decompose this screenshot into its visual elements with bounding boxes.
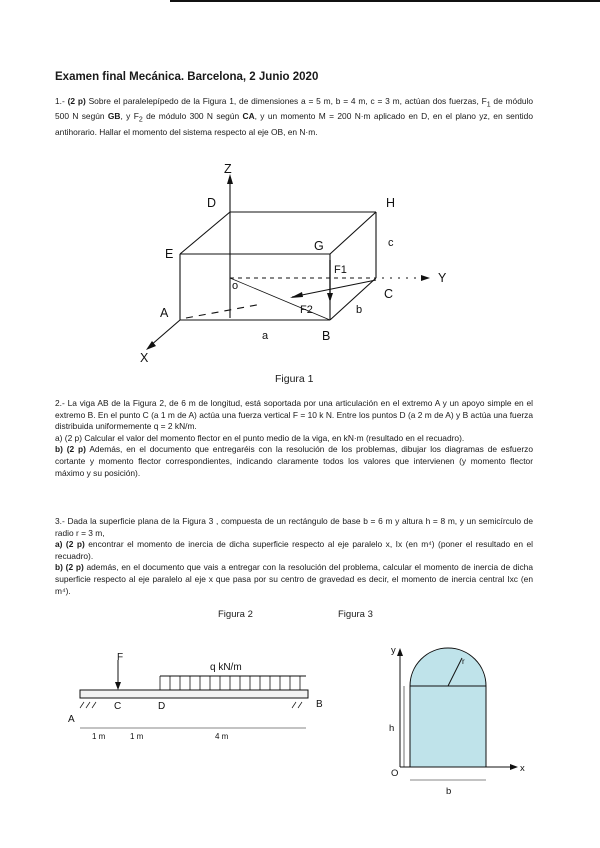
- q1-text-c: , y F: [120, 111, 139, 122]
- figure-2-caption: Figura 2: [218, 609, 253, 620]
- q2-a-label: a) (2 p): [55, 432, 82, 443]
- q1-number: 1.-: [55, 96, 65, 106]
- fig2-label-q: q kN/m: [210, 662, 242, 673]
- fig3-label-y: y: [391, 645, 396, 656]
- figure-3-caption: Figura 3: [338, 609, 373, 620]
- q1-text-b: de módulo 500 N según: [55, 96, 534, 122]
- q2-b-label: b) (2 p): [55, 444, 86, 455]
- figure-3-composite-area: [380, 640, 540, 800]
- fig2-label-a: A: [68, 714, 75, 725]
- fig1-label-z: Z: [224, 162, 232, 176]
- figure-1-caption: Figura 1: [275, 373, 314, 385]
- fig1-label-a-dim: a: [262, 330, 269, 342]
- fig1-label-f2: F2: [300, 304, 313, 316]
- fig1-label-h: H: [386, 196, 396, 210]
- fig3-label-o: O: [391, 768, 399, 779]
- fig3-shape: [410, 648, 486, 767]
- q1-ca: CA: [242, 111, 255, 122]
- fig3-label-h: h: [389, 723, 395, 734]
- fig2-label-d: D: [158, 701, 166, 712]
- q1-text-e: , y un momento M = 200 N·m aplicado en D, en el plano yz, en sentido antihorario. Hallar el momento del sistema respecto al eje OB, en N·m.: [55, 111, 533, 137]
- q1-text-a: Sobre el paralelepípedo de la Figura 1, de dimensiones a = 5 m, b = 4 m, c = 3 m, actúan dos fuerzas, F: [88, 96, 487, 106]
- fig1-label-c-dim: c: [388, 237, 394, 249]
- fig2-dim-1: 1 m: [92, 732, 106, 741]
- q1-gb: GB: [107, 111, 121, 122]
- fig2-label-f: F: [117, 652, 124, 663]
- question-1: [55, 96, 533, 138]
- q2-a-text: Calcular el valor del momento flector en el punto medio de la viga, en kN·m (resultado en el recuadro).: [82, 432, 465, 443]
- q3-number: 3.-: [55, 516, 65, 526]
- q3-text: Dada la superficie plana de la Figura 3 , compuesta de un rectángulo de base b = 6 m y altura h = 8 m, y un semicírculo de radio r = 3 m,: [55, 516, 533, 538]
- fig1-label-e: E: [165, 247, 174, 261]
- exam-title: Examen final Mecánica. Barcelona, 2 Junio 2020: [55, 71, 319, 83]
- fig1-label-f1: F1: [334, 264, 347, 276]
- q2-number: 2.-: [55, 398, 65, 408]
- fig1-label-g: G: [314, 239, 324, 253]
- q2-text: La viga AB de la Figura 2, de 6 m de longitud, está soportada por una articulación en el extremo A y un apoyo simple en el extremo B. En el punto C (a 1 m de A) actúa una fuerza vertical F = 10 k N. Entre los puntos D (a 2 m de A) y B actúa una fuerza distribuida uniformemente q = 2 kN/m.: [55, 398, 534, 432]
- page-top-border: [170, 0, 600, 2]
- q1-points: (2 p): [67, 96, 86, 106]
- fig1-label-d: D: [207, 196, 217, 210]
- q1-sub-1: 1: [486, 101, 491, 109]
- question-3: [55, 516, 533, 597]
- q1-sub-2: 2: [138, 116, 143, 124]
- fig2-dim-3: 4 m: [215, 732, 229, 741]
- fig3-label-r: r: [462, 657, 465, 666]
- figure-2-beam: [60, 645, 330, 755]
- q3-b-text: además, en el documento que vais a entregar con la resolución del problema, calcular el momento de inercia de dicha superficie respecto al eje paralelo al eje x que pasa por su centro de gravedad es decir, el momento de inercia central Ixc (en m⁴).: [55, 562, 533, 596]
- q3-a-label: a) (2 p): [55, 539, 85, 550]
- fig3-label-x: x: [520, 763, 525, 774]
- q3-a-text: encontrar el momento de inercia de dicha superficie respecto al eje paralelo x, Ix (en m⁴) (poner el resultado en el recuadro).: [55, 539, 534, 561]
- figure-1-parallelepiped: [0, 150, 600, 380]
- fig2-dim-2: 1 m: [130, 732, 144, 741]
- fig1-label-c: C: [384, 287, 394, 301]
- fig1-label-b: B: [322, 329, 331, 343]
- q3-b-label: b) (2 p): [55, 562, 84, 573]
- fig1-label-x: X: [140, 351, 149, 365]
- fig1-label-o: o: [232, 280, 239, 292]
- fig3-label-b: b: [446, 786, 452, 797]
- fig2-label-c: C: [114, 701, 122, 712]
- fig1-label-b-dim: b: [356, 304, 363, 316]
- q2-b-text: Además, en el documento que entregaréis con la resolución de los problemas, dibujar los diagramas de esfuerzo cortante y momento flector correspondientes, indicando claramente todos los valores que intervienen (y momento flector máximo y su posición).: [55, 444, 533, 478]
- question-2: [55, 398, 533, 479]
- fig1-label-a: A: [160, 306, 169, 320]
- q1-text-d: de módulo 300 N según: [142, 111, 243, 122]
- fig1-label-y: Y: [438, 271, 447, 285]
- fig2-label-b: B: [316, 699, 323, 710]
